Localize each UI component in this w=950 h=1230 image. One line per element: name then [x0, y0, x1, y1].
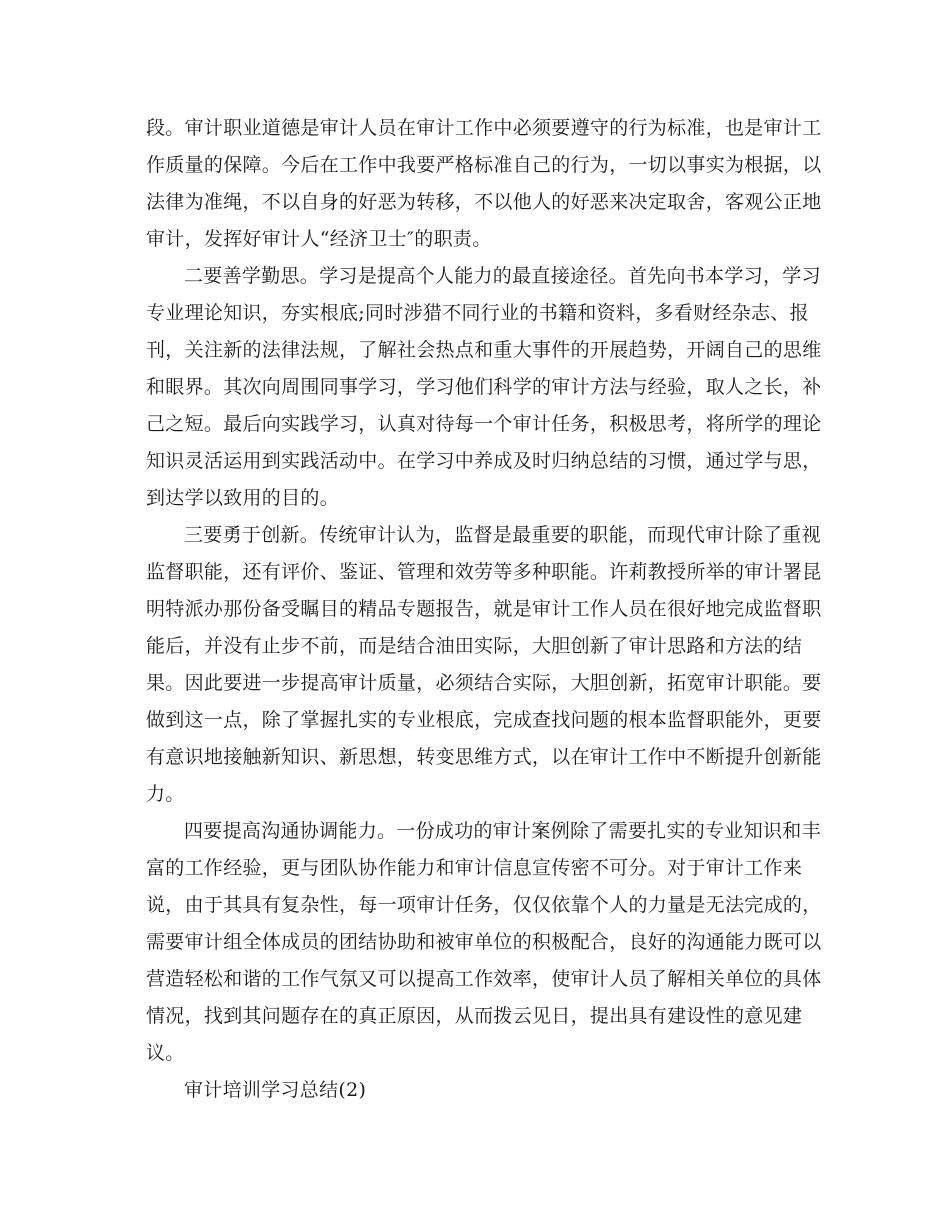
text-line: 有意识地接触新知识、新思想，转变思维方式，以在审计工作中不断提升创新能 — [146, 746, 822, 768]
text-line: 和眼界。其次向周围同事学习，学习他们科学的审计方法与经验，取人之长，补 — [146, 376, 822, 398]
text-line: 审计，发挥好审计人“经济卫士″的职责。 — [146, 228, 492, 250]
text-line: 营造轻松和谐的工作气氛又可以提高工作效率，使审计人员了解相关单位的具体 — [146, 968, 822, 990]
text-line: 情况，找到其问题存在的真正原因，从而拨云见日，提出具有建设性的意见建 — [146, 1005, 803, 1027]
text-line: 专业理论知识，夯实根底;同时涉猎不同行业的书籍和资料，多看财经杂志、报 — [146, 302, 809, 324]
text-line: 段。审计职业道德是审计人员在审计工作中必须要遵守的行为标准，也是审计工 — [146, 117, 822, 139]
text-line: 知识灵活运用到实践活动中。在学习中养成及时归纳总结的习惯，通过学与思， — [146, 450, 822, 472]
text-line: 己之短。最后向实践学习，认真对待每一个审计任务，积极思考，将所学的理论 — [146, 413, 822, 435]
text-line: 果。因此要进一步提高审计质量，必须结合实际，大胆创新，拓宽审计职能。要 — [146, 672, 822, 694]
text-line: 能后，并没有止步不前，而是结合油田实际，大胆创新了审计思路和方法的结 — [146, 635, 803, 657]
text-line: 需要审计组全体成员的团结协助和被审单位的积极配合，良好的沟通能力既可以 — [146, 931, 822, 953]
text-line: 力。 — [146, 783, 185, 805]
text-line: 法律为准绳，不以自身的好恶为转移，不以他人的好恶来决定取舍，客观公正地 — [146, 191, 822, 213]
paragraph-first-line: 三要勇于创新。传统审计认为，监督是最重要的职能，而现代审计除了重视 — [184, 524, 821, 546]
text-line: 刊，关注新的法律法规，了解社会热点和重大事件的开展趋势，开阔自己的思维 — [146, 339, 822, 361]
text-line: 说，由于其具有复杂性，每一项审计任务，仅仅依靠个人的力量是无法完成的， — [146, 894, 822, 916]
text-line: 做到这一点，除了掌握扎实的专业根底，完成查找问题的根本监督职能外，更要 — [146, 709, 822, 731]
text-line: 作质量的保障。今后在工作中我要严格标准自己的行为，一切以事实为根据，以 — [146, 154, 822, 176]
paragraph-first-line: 二要善学勤思。学习是提高个人能力的最直接途径。首先向书本学习，学习 — [184, 265, 821, 287]
text-line: 到达学以致用的目的。 — [146, 487, 340, 509]
text-line: 监督职能，还有评价、鉴证、管理和效劳等多种职能。许莉教授所举的审计署昆 — [146, 561, 822, 583]
text-line: 富的工作经验，更与团队协作能力和审计信息宣传密不可分。对于审计工作来 — [146, 857, 803, 879]
section-heading: 审计培训学习总结(2) — [184, 1079, 367, 1101]
paragraph-first-line: 四要提高沟通协调能力。一份成功的审计案例除了需要扎实的专业知识和丰 — [184, 820, 821, 842]
text-line: 议。 — [146, 1042, 185, 1064]
text-line: 明特派办那份备受瞩目的精品专题报告，就是审计工作人员在很好地完成监督职 — [146, 598, 822, 620]
